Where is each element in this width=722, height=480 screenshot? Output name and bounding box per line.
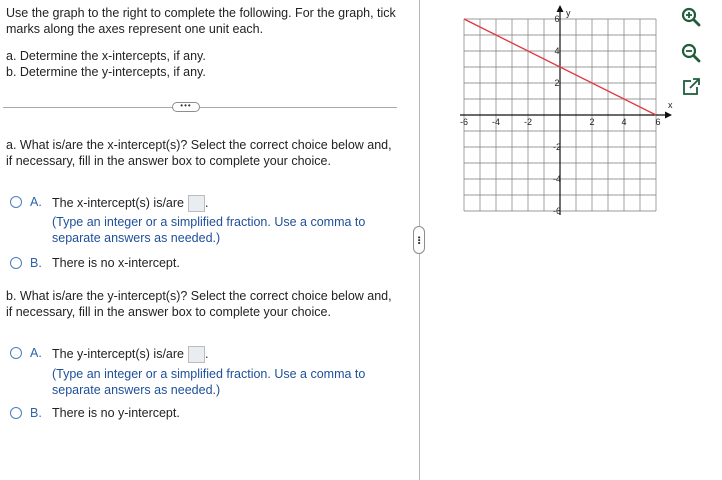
choice-a-label: The x-intercept(s) is/are [52,195,184,210]
part-a-choice-a-radio[interactable] [10,196,22,208]
choice-a-label: The y-intercept(s) is/are [52,346,184,361]
intro-text: Use the graph to the right to complete the following. For the graph, tick marks along the axes represent one unit each. [6,6,396,36]
splitter-handle-button[interactable] [413,226,425,254]
part-a-choice-b-radio[interactable] [10,257,22,269]
y-tick-label: 2 [554,78,560,88]
choice-text: The y-intercept(s) is/are . [52,346,208,363]
part-b-choice-b-radio[interactable] [10,407,22,419]
x-axis-arrow [665,112,672,119]
open-external-icon[interactable] [680,76,702,98]
choice-letter: A. [30,346,42,360]
coordinate-graph [454,5,674,230]
y-tick-label: -2 [552,142,562,152]
x-tick-label: 2 [589,117,595,127]
choice-letter: B. [30,256,42,270]
zoom-in-icon[interactable] [680,6,702,28]
zoom-out-icon[interactable] [680,42,702,64]
x-tick-label: -6 [459,117,469,127]
section-divider [3,107,397,108]
x-tick-label: -4 [491,117,501,127]
y-axis-label: y [566,8,571,18]
expand-more-button[interactable] [172,102,200,112]
x-intercept-answer-box[interactable] [188,195,205,212]
task-b: b. Determine the y-intercepts, if any. [6,65,206,79]
y-tick-label: -6 [552,206,562,216]
part-b-choice-a-radio[interactable] [10,347,22,359]
part-a-question: a. What is/are the x-intercept(s)? Select the correct choice below and, if necessary, fill in the answer box to complete your choice. [6,138,392,168]
x-tick-label: -2 [523,117,533,127]
y-intercept-answer-box[interactable] [188,346,205,363]
x-tick-label: 6 [655,117,661,127]
choice-text: The x-intercept(s) is/are . [52,195,208,212]
choice-text: There is no x-intercept. [52,256,180,270]
x-axis-label: x [668,100,673,110]
part-b-question: b. What is/are the y-intercept(s)? Select the correct choice below and, if necessary, fill in the answer box to complete your choice. [6,289,392,319]
part-b-hint: (Type an integer or a simplified fraction. Use a comma to separate answers as needed.) [52,367,366,397]
more-dots: ••• [180,100,192,110]
choice-text: There is no y-intercept. [52,406,180,420]
part-a-hint: (Type an integer or a simplified fraction. Use a comma to separate answers as needed.) [52,215,366,245]
y-tick-label: -4 [552,174,562,184]
choice-letter: B. [30,406,42,420]
y-tick-label: 6 [554,14,560,24]
task-a: a. Determine the x-intercepts, if any. [6,49,206,63]
y-tick-label: 4 [554,46,560,56]
splitter-dots: ••• [414,235,424,245]
x-tick-label: 4 [621,117,627,127]
y-axis-arrow [557,5,564,12]
choice-letter: A. [30,195,42,209]
task-list [6,48,206,80]
